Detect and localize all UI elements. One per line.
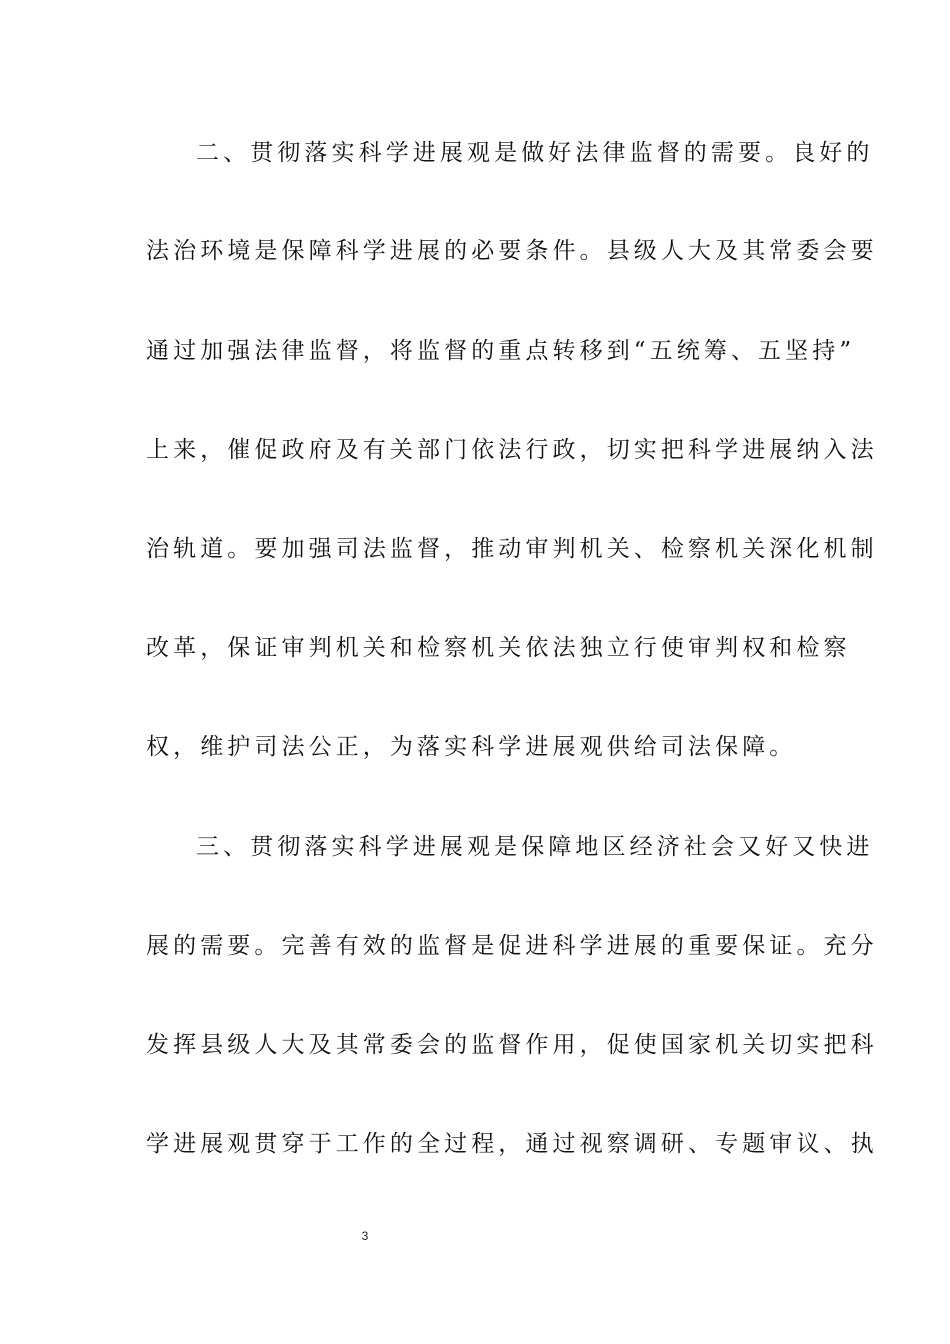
paragraph-3-line-1: 三、贯彻落实科学进展观是保障地区经济社会又好又快进	[196, 834, 874, 860]
paragraph-2-line-6: 改革，保证审判机关和检察机关依法独立行使审判权和检察	[146, 635, 851, 661]
paragraph-2-line-4: 上来，催促政府及有关部门依法行政，切实把科学进展纳入法	[146, 437, 878, 463]
paragraph-3-line-3: 发挥县级人大及其常委会的监督作用，促使国家机关切实把科	[146, 1032, 878, 1058]
paragraph-2-line-3: 通过加强法律监督，将监督的重点转移到“五统筹、五坚持”	[146, 338, 856, 364]
paragraph-2-line-7: 权，维护司法公正，为落实科学进展观供给司法保障。	[146, 734, 797, 760]
paragraph-2-line-1: 二、贯彻落实科学进展观是做好法律监督的需要。良好的	[196, 140, 874, 166]
paragraph-3-line-2: 展的需要。完善有效的监督是促进科学进展的重要保证。充分	[146, 933, 878, 959]
paragraph-2-line-2: 法治环境是保障科学进展的必要条件。县级人大及其常委会要	[146, 238, 878, 264]
paragraph-2-line-5: 治轨道。要加强司法监督，推动审判机关、检察机关深化机制	[146, 536, 878, 562]
page-number: 3	[361, 1229, 369, 1243]
paragraph-3-line-4: 学进展观贯穿于工作的全过程，通过视察调研、专题审议、执	[146, 1131, 878, 1157]
